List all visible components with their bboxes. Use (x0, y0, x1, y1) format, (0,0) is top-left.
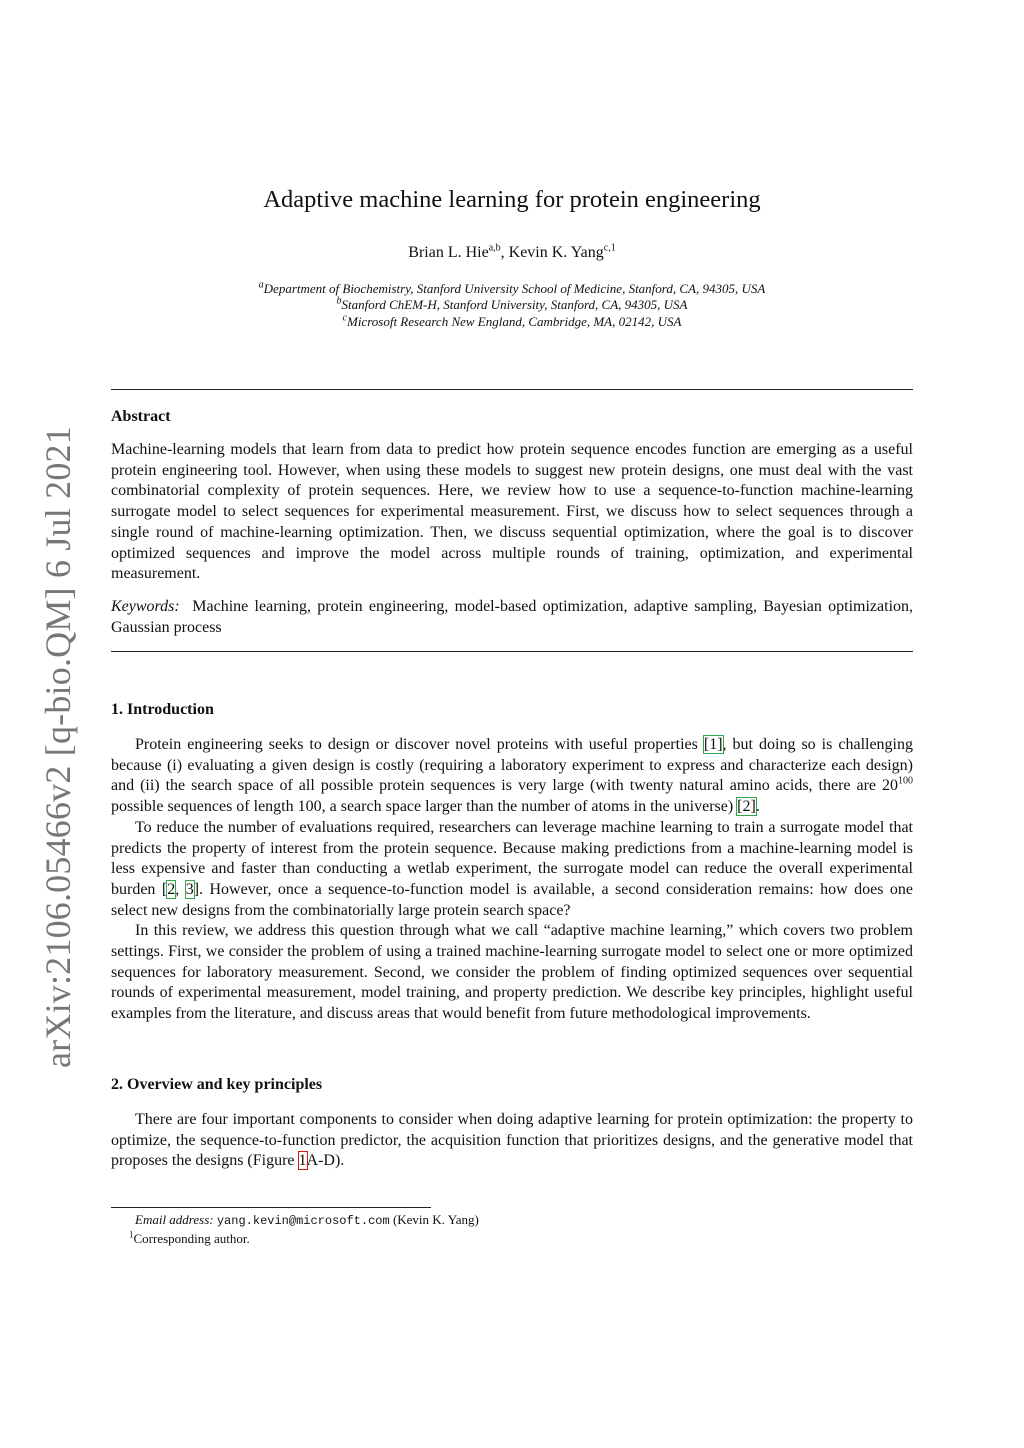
paragraph-text: To reduce the number of evaluations required, researchers can leverage machine learning to train a surrogate model that predicts the property of interest from the protein sequence. Because making predictions from a machine-learning model is less expensive and faster than conducting a wetlab experiment, the surrogate model can reduce the overall experimental burden [ (111, 818, 913, 898)
paragraph-text: , but doing so is challenging because (i) evaluating a given design is costly (requiring a laboratory experiment to express and characterize each design) and (ii) the search space of all possible protein sequences is very large (with twenty natural amino acids, there are 20 (111, 736, 914, 795)
intro-paragraph-1 (111, 735, 913, 818)
email-label: Email address: (135, 1212, 214, 1227)
intro-paragraph-3: In this review, we address this question through what we call “adaptive machine learning,” which covers two problem settings. First, we consider the problem of using a trained machine-learning surrogate model to select one or more optimized sequences for laboratory measurement. Second, we consider the problem of finding optimized sequences over sequential rounds of experimental measurement, model training, and property prediction. We describe key principles, highlight useful examples from the literature, and discuss areas that would benefit from future methodological improvements. (111, 922, 913, 1023)
paragraph-text: There are four important components to consider when doing adaptive learning for protein optimization: the property to optimize, the sequence-to-function predictor, the acquisition function that prioritizes designs, and the generative model that proposes the designs (Figure (111, 1111, 913, 1170)
overview-paragraph-1 (111, 1110, 913, 1172)
affiliation-mark: b (336, 295, 342, 307)
figure-link[interactable]: 1 (298, 1152, 307, 1170)
paragraph-text: . (755, 798, 760, 816)
affiliation-text: Microsoft Research New England, Cambridge, MA, 02142, USA (346, 313, 682, 329)
abstract-heading: Abstract (111, 408, 171, 425)
paragraph-text: possible sequences of length 100, a search space larger than the number of atoms in the universe) (111, 798, 738, 816)
keywords-label: Keywords: (111, 597, 180, 615)
paragraph-text: Protein engineering seeks to design or discover novel proteins with useful properties (135, 736, 704, 753)
affiliation-b (0, 297, 1024, 313)
footnotes (111, 1211, 913, 1247)
affiliations (0, 281, 1024, 330)
author-separator: , (500, 244, 509, 261)
abstract-section (111, 407, 913, 638)
abstract-bottom-rule (111, 651, 913, 652)
abstract-text: Machine-learning models that learn from data to predict how protein sequence encodes function are emerging as a useful protein engineering tool. However, when using these models to suggest new protein designs, one must deal with the vast combinatorial complexity of protein sequences. Here, we review how to use a sequence-to-function machine-learning surrogate model to select sequences for experimental measurement. First, we discuss how to select sequences through a single round of machine-learning optimization. Then, we discuss sequential optimization, where the goal is to discover optimized sequences and improve the model across multiple rounds of training, optimization, and experimental measurement. (111, 441, 913, 583)
author-name: Brian L. Hie (408, 244, 489, 261)
footnote-rule (111, 1207, 431, 1208)
author-name: Kevin K. Yang (508, 244, 604, 261)
affiliation-mark: c (342, 312, 347, 324)
paper-title: Adaptive machine learning for protein engineering (263, 186, 761, 213)
citation-link[interactable]: 2 (167, 880, 176, 898)
arxiv-stamp: arXiv:2106.05466v2 [q-bio.QM] 6 Jul 2021 (38, 426, 78, 1068)
affiliation-text: Stanford ChEM-H, Stanford University, Stanford, CA, 94305, USA (341, 297, 688, 313)
intro-paragraph-2 (111, 818, 913, 922)
affiliation-mark: a (258, 279, 264, 291)
section-heading: 2. Overview and key principles (111, 1076, 323, 1093)
keywords (111, 597, 913, 638)
footnote-text: Corresponding author. (133, 1231, 250, 1246)
citation-link[interactable]: [2] (737, 798, 756, 816)
keywords-text: Machine learning, protein engineering, model-based optimization, adaptive sampling, Bayesian optimization, Gaussian process (111, 597, 914, 636)
author-affiliation-mark: a,b (488, 242, 501, 254)
footnote-mark: 1 (129, 1229, 134, 1240)
affiliation-text: Department of Biochemistry, Stanford University School of Medicine, Stanford, CA, 94305, USA (263, 281, 766, 296)
footnote-corresponding (111, 1230, 913, 1247)
overview-section (111, 1075, 913, 1172)
citation-link[interactable]: [1] (703, 736, 723, 753)
footnote-email (111, 1211, 913, 1230)
author-list (0, 243, 1024, 263)
abstract-top-rule (111, 389, 913, 390)
paragraph-text: ]. However, once a sequence-to-function model is available, a second consideration remains: how does one select new designs from the combinatorially large protein search space? (111, 880, 913, 919)
email-owner: (Kevin K. Yang) (389, 1212, 479, 1227)
section-heading: 1. Introduction (111, 701, 214, 718)
citation-link[interactable]: 3 (185, 880, 194, 898)
affiliation-c (0, 314, 1024, 330)
superscript: 100 (898, 776, 913, 788)
affiliation-a (0, 281, 1024, 297)
citation-separator: , (175, 880, 186, 898)
email-link[interactable]: yang.kevin@microsoft.com (216, 1214, 390, 1228)
paragraph-text: A-D). (306, 1152, 345, 1170)
introduction-section (111, 700, 913, 1025)
author-affiliation-mark: c,1 (603, 242, 616, 254)
